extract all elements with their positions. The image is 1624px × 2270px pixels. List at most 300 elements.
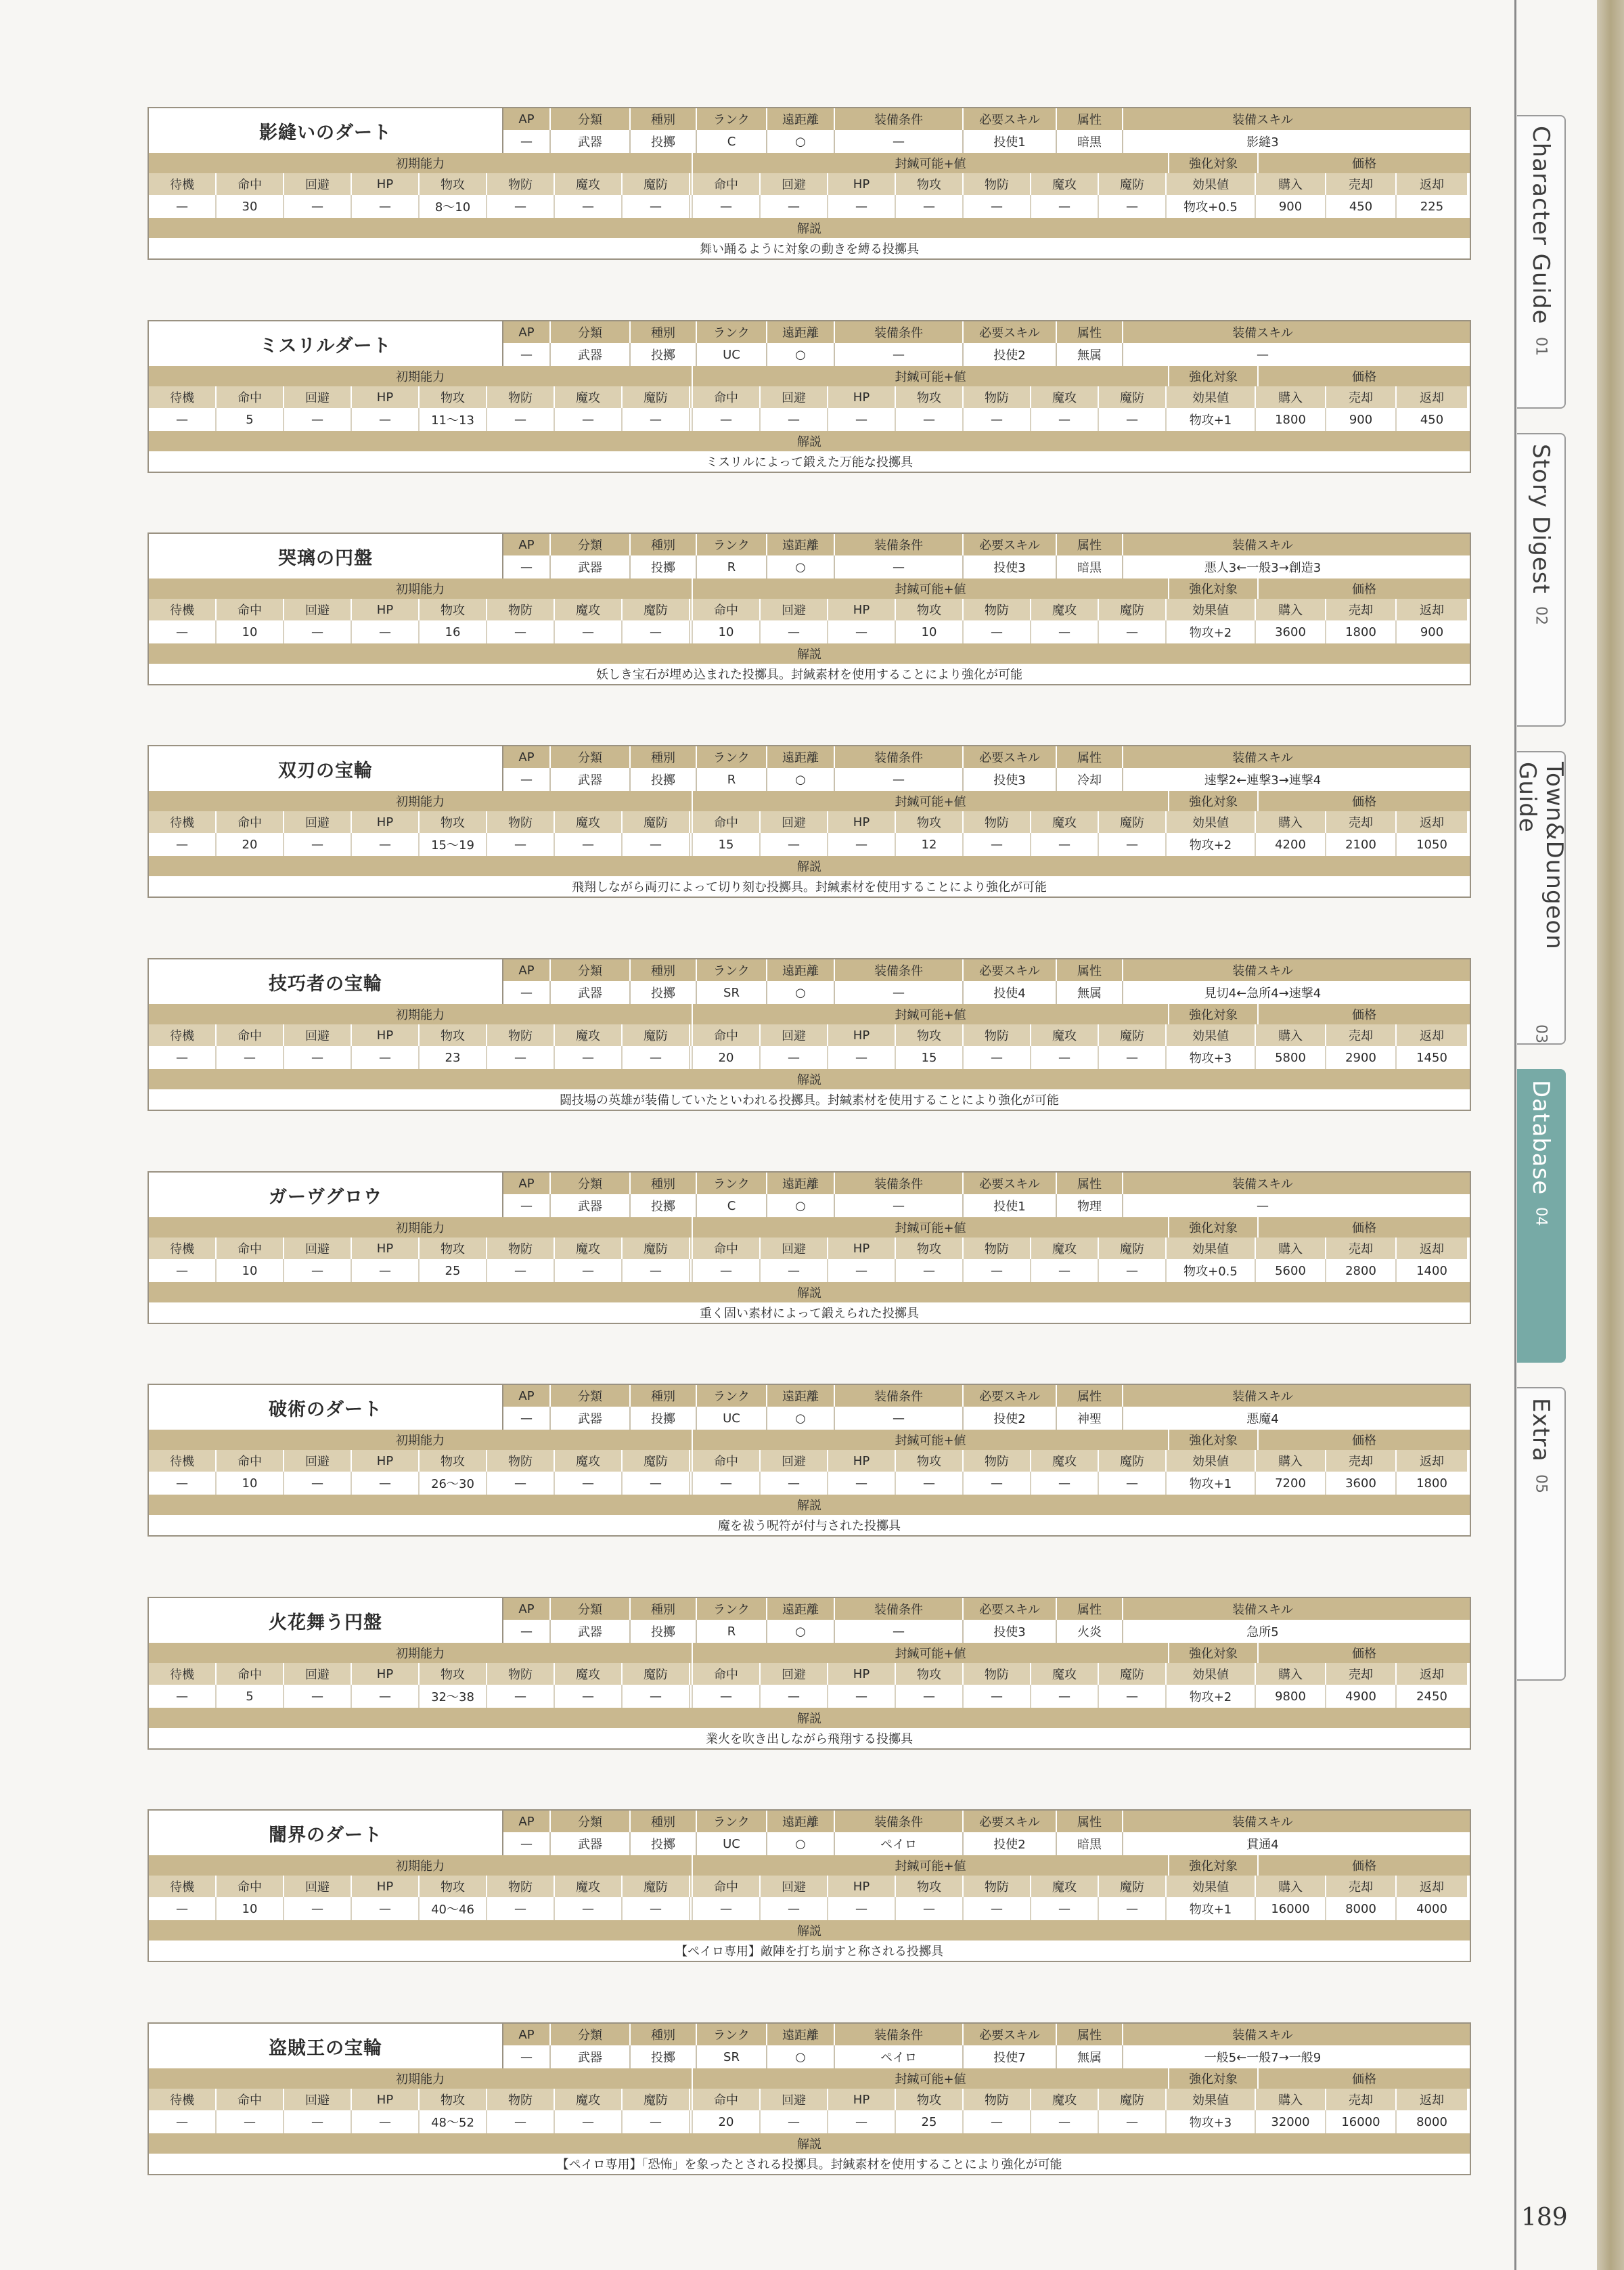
init-value: 11～13 xyxy=(420,408,487,431)
stat-header: 魔攻 xyxy=(555,1876,623,1897)
value-soubi-jouken: — xyxy=(835,1620,964,1643)
stat-header: 魔攻 xyxy=(555,1450,623,1472)
tab-town-dungeon-guide[interactable] xyxy=(1514,751,1568,1045)
init-value: — xyxy=(487,833,555,856)
seal-stat-header: HP xyxy=(828,173,896,195)
value-ap: — xyxy=(503,1832,551,1855)
stat-header: 魔攻 xyxy=(555,1024,623,1046)
header-ap: AP xyxy=(503,1385,551,1407)
init-value: 32～38 xyxy=(420,1685,487,1708)
price-value: 2900 xyxy=(1326,1046,1397,1069)
seal-stat-header: 物攻 xyxy=(896,1663,964,1685)
stat-header-row xyxy=(149,2089,1470,2110)
tab-story-digest[interactable] xyxy=(1517,433,1566,727)
price-value: 1800 xyxy=(1416,1476,1447,1491)
init-value: — xyxy=(352,1046,420,1069)
seal-stat-header: HP xyxy=(828,1876,896,1897)
stat-header: HP xyxy=(352,811,420,833)
seal-value: — xyxy=(1099,833,1167,856)
seal-stat-header: HP xyxy=(828,1450,896,1472)
header-hitsuyou-skill: 必要スキル xyxy=(964,1173,1057,1194)
header-seal: 封緘可能+値 xyxy=(693,578,1169,599)
stat-header: 物攻 xyxy=(420,1024,487,1046)
init-value: — xyxy=(487,1685,555,1708)
value-soubi-skill: 貫通4 xyxy=(1246,1838,1279,1852)
description-header: 解説 xyxy=(149,1282,1470,1302)
init-value: — xyxy=(623,1046,690,1069)
header-shubetsu: 種別 xyxy=(631,959,697,981)
seal-stat-header: 回避 xyxy=(761,811,828,833)
init-value: — xyxy=(555,1897,623,1920)
header-kyouka: 強化対象 xyxy=(1169,578,1259,599)
header-zokusei: 属性 xyxy=(1057,1173,1123,1194)
value-hitsuyou-skill: 投使1 xyxy=(964,1194,1057,1217)
seal-value: — xyxy=(693,195,761,218)
init-value: — xyxy=(487,408,555,431)
value-soubi-skill: — xyxy=(1257,347,1269,362)
header-zokusei: 属性 xyxy=(1057,108,1123,130)
price-value: 4900 xyxy=(1326,1685,1397,1708)
description-header: 解説 xyxy=(149,1708,1470,1728)
price-header: 売却 xyxy=(1326,1663,1397,1685)
stat-header: 魔防 xyxy=(623,1450,690,1472)
value-soubi-skill: 速撃2←連撃3→連撃4 xyxy=(1204,773,1322,788)
seal-value: 20 xyxy=(693,2110,761,2133)
price-value: 450 xyxy=(1420,412,1444,427)
init-value: — xyxy=(555,1472,623,1495)
seal-stat-header: 物攻 xyxy=(896,1238,964,1259)
stat-header-row xyxy=(149,386,1470,408)
seal-value: — xyxy=(964,408,1031,431)
value-bunrui: 武器 xyxy=(551,555,631,578)
item-name: 哭璃の円盤 xyxy=(149,534,503,578)
header-shubetsu: 種別 xyxy=(631,746,697,768)
init-value: — xyxy=(149,1046,217,1069)
init-value: 5 xyxy=(217,1685,284,1708)
header-init: 初期能力 xyxy=(149,153,693,173)
init-value: — xyxy=(284,408,352,431)
seal-value: 12 xyxy=(896,833,964,856)
stat-header: 回避 xyxy=(284,1450,352,1472)
value-hitsuyou-skill: 投使2 xyxy=(964,1407,1057,1430)
header-rank: ランク xyxy=(697,1811,767,1832)
stat-header: 魔防 xyxy=(623,811,690,833)
seal-stat-header: 回避 xyxy=(761,386,828,408)
seal-value: — xyxy=(1031,2110,1099,2133)
value-rank: UC xyxy=(697,1832,767,1855)
seal-stat-header: 魔防 xyxy=(1099,386,1167,408)
seal-value: — xyxy=(896,1472,964,1495)
spec-header-row xyxy=(503,321,1470,343)
seal-value: — xyxy=(761,2110,828,2133)
tab-number: 04 xyxy=(1532,1207,1550,1227)
value-ap: — xyxy=(503,1407,551,1430)
value-enkyori: ○ xyxy=(767,2045,835,2068)
value-rank: UC xyxy=(697,343,767,366)
spec-value-row xyxy=(503,130,1470,153)
seal-value: — xyxy=(964,1897,1031,1920)
init-value: — xyxy=(487,2110,555,2133)
seal-stat-header: HP xyxy=(828,2089,896,2110)
header-kakaku: 価格 xyxy=(1259,578,1470,599)
header-soubi-jouken: 装備条件 xyxy=(835,1811,964,1832)
spec-header-row xyxy=(503,534,1470,555)
header-kakaku: 価格 xyxy=(1259,2068,1470,2089)
stat-header: 回避 xyxy=(284,173,352,195)
seal-stat-header: 命中 xyxy=(693,1450,761,1472)
value-soubi-jouken: — xyxy=(835,1407,964,1430)
seal-value: — xyxy=(964,620,1031,643)
header-rank: ランク xyxy=(697,746,767,768)
init-value: — xyxy=(487,1472,555,1495)
stat-header: 魔攻 xyxy=(555,811,623,833)
header-hitsuyou-skill: 必要スキル xyxy=(964,534,1057,555)
description-text: 闘技場の英雄が装備していたといわれる投擲具。封緘素材を使用することにより強化が可能 xyxy=(149,1089,1470,1110)
item-block xyxy=(148,1809,1471,1962)
header-soubi-jouken: 装備条件 xyxy=(835,1385,964,1407)
seal-stat-header: 魔攻 xyxy=(1031,386,1099,408)
init-value: — xyxy=(623,195,690,218)
value-bunrui: 武器 xyxy=(551,2045,631,2068)
stat-header: 物防 xyxy=(487,1238,555,1259)
header-bunrui: 分類 xyxy=(551,1385,631,1407)
value-shubetsu: 投擲 xyxy=(631,555,697,578)
stat-header: 物攻 xyxy=(420,1238,487,1259)
kyouka-value: 物攻+1 xyxy=(1167,1897,1256,1920)
init-value: — xyxy=(149,408,217,431)
header-zokusei: 属性 xyxy=(1057,534,1123,555)
header-hitsuyou-skill: 必要スキル xyxy=(964,2024,1057,2045)
stat-header: 物攻 xyxy=(420,173,487,195)
seal-stat-header: 魔防 xyxy=(1099,1024,1167,1046)
header-ap: AP xyxy=(503,321,551,343)
init-value: — xyxy=(487,195,555,218)
item-name: ミスリルダート xyxy=(149,321,503,366)
item-name: 破術のダート xyxy=(149,1385,503,1430)
tab-character-guide[interactable] xyxy=(1517,115,1566,409)
header-kakaku: 価格 xyxy=(1259,1217,1470,1238)
header-zokusei: 属性 xyxy=(1057,1598,1123,1620)
seal-value: — xyxy=(761,408,828,431)
price-header: 売却 xyxy=(1326,1024,1397,1046)
value-ap: — xyxy=(503,130,551,153)
seal-value: — xyxy=(761,1259,828,1282)
kyouka-value: 物攻+1 xyxy=(1167,408,1256,431)
header-soubi-skill: 装備スキル xyxy=(1232,1390,1293,1404)
price-header: 購入 xyxy=(1256,2089,1326,2110)
value-soubi-skill: 悪人3←一般3→創造3 xyxy=(1204,561,1322,575)
header-init: 初期能力 xyxy=(149,578,693,599)
tab-label: Story Digest xyxy=(1527,444,1554,594)
spec-header-row xyxy=(503,1811,1470,1832)
stat-header: 物防 xyxy=(487,173,555,195)
seal-stat-header: 魔防 xyxy=(1099,1876,1167,1897)
stat-header: 魔攻 xyxy=(555,2089,623,2110)
price-header: 返却 xyxy=(1397,811,1467,833)
stat-header: 物攻 xyxy=(420,1663,487,1685)
price-value: 3600 xyxy=(1326,1472,1397,1495)
value-shubetsu: 投擲 xyxy=(631,768,697,791)
seal-stat-header: 命中 xyxy=(693,1663,761,1685)
header-rank: ランク xyxy=(697,321,767,343)
stat-header: 魔防 xyxy=(623,1024,690,1046)
header-kyouka: 強化対象 xyxy=(1169,1430,1259,1450)
header-rank: ランク xyxy=(697,108,767,130)
section-header-row xyxy=(149,1643,1470,1663)
price-header: 売却 xyxy=(1326,386,1397,408)
stat-value-row xyxy=(149,195,1470,218)
item-block xyxy=(148,2022,1471,2175)
price-value: 1400 xyxy=(1416,1263,1447,1278)
header-seal: 封緘可能+値 xyxy=(693,1643,1169,1663)
price-value: 5800 xyxy=(1256,1046,1326,1069)
description-text: 妖しき宝石が埋め込まれた投擲具。封緘素材を使用することにより強化が可能 xyxy=(149,664,1470,684)
header-kyouka: 強化対象 xyxy=(1169,1004,1259,1024)
value-soubi-jouken: — xyxy=(835,1194,964,1217)
stat-header: 物攻 xyxy=(420,599,487,620)
tab-label: Database xyxy=(1527,1080,1554,1196)
stat-header: 命中 xyxy=(217,2089,284,2110)
value-soubi-jouken: — xyxy=(835,130,964,153)
seal-stat-header: 物防 xyxy=(964,1876,1031,1897)
price-value: 16000 xyxy=(1326,2110,1397,2133)
seal-value: — xyxy=(896,1685,964,1708)
tab-database[interactable] xyxy=(1517,1069,1566,1363)
seal-value: — xyxy=(1099,1897,1167,1920)
stat-header: 魔防 xyxy=(623,599,690,620)
header-zokusei: 属性 xyxy=(1057,1385,1123,1407)
init-value: — xyxy=(284,620,352,643)
price-header: 購入 xyxy=(1256,1024,1326,1046)
header-bunrui: 分類 xyxy=(551,1811,631,1832)
value-shubetsu: 投擲 xyxy=(631,1832,697,1855)
value-zokusei: 神聖 xyxy=(1057,1407,1123,1430)
stat-header: 回避 xyxy=(284,1024,352,1046)
seal-value: — xyxy=(693,408,761,431)
init-value: — xyxy=(352,195,420,218)
seal-value: — xyxy=(761,1046,828,1069)
price-value: 7200 xyxy=(1256,1472,1326,1495)
header-ap: AP xyxy=(503,746,551,768)
value-bunrui: 武器 xyxy=(551,1194,631,1217)
seal-value: — xyxy=(1031,408,1099,431)
seal-value: — xyxy=(1031,1685,1099,1708)
header-bunrui: 分類 xyxy=(551,746,631,768)
value-hitsuyou-skill: 投使2 xyxy=(964,1832,1057,1855)
value-rank: C xyxy=(697,1194,767,1217)
stat-header-row xyxy=(149,811,1470,833)
value-enkyori: ○ xyxy=(767,981,835,1004)
header-kyouka: 強化対象 xyxy=(1169,791,1259,811)
init-value: — xyxy=(352,833,420,856)
header-kouka: 効果値 xyxy=(1167,811,1256,833)
seal-stat-header: 回避 xyxy=(761,1450,828,1472)
stat-header: 魔防 xyxy=(623,386,690,408)
item-block xyxy=(148,1384,1471,1537)
header-kouka: 効果値 xyxy=(1167,386,1256,408)
header-kyouka: 強化対象 xyxy=(1169,1643,1259,1663)
price-header: 返却 xyxy=(1397,1450,1467,1472)
tab-extra[interactable] xyxy=(1517,1387,1566,1681)
price-value: 1450 xyxy=(1416,1050,1447,1065)
spec-value-row xyxy=(503,1620,1470,1643)
header-hitsuyou-skill: 必要スキル xyxy=(964,321,1057,343)
value-zokusei: 無属 xyxy=(1057,2045,1123,2068)
header-ap: AP xyxy=(503,959,551,981)
header-shubetsu: 種別 xyxy=(631,1811,697,1832)
seal-value: — xyxy=(828,408,896,431)
description-header: 解説 xyxy=(149,2133,1470,2154)
value-bunrui: 武器 xyxy=(551,1832,631,1855)
description-text: 魔を祓う呪符が付与された投擲具 xyxy=(149,1515,1470,1535)
value-zokusei: 暗黒 xyxy=(1057,1832,1123,1855)
stat-header: 物防 xyxy=(487,1450,555,1472)
seal-stat-header: 命中 xyxy=(693,386,761,408)
header-shubetsu: 種別 xyxy=(631,108,697,130)
stat-header: 魔攻 xyxy=(555,173,623,195)
price-value: 450 xyxy=(1326,195,1397,218)
init-value: — xyxy=(149,833,217,856)
seal-stat-header: 物攻 xyxy=(896,599,964,620)
seal-stat-header: 物攻 xyxy=(896,811,964,833)
kyouka-value: 物攻+2 xyxy=(1167,833,1256,856)
seal-value: — xyxy=(1031,1472,1099,1495)
init-value: 10 xyxy=(217,1897,284,1920)
header-kakaku: 価格 xyxy=(1259,791,1470,811)
price-header: 売却 xyxy=(1326,173,1397,195)
price-header: 返却 xyxy=(1397,1663,1467,1685)
init-value: 30 xyxy=(217,195,284,218)
seal-stat-header: 物攻 xyxy=(896,386,964,408)
description-text: 業火を吹き出しながら飛翔する投擲具 xyxy=(149,1728,1470,1748)
stat-header: 魔攻 xyxy=(555,386,623,408)
description-text: 舞い踊るように対象の動きを縛る投擲具 xyxy=(149,238,1470,258)
header-kakaku: 価格 xyxy=(1259,1855,1470,1876)
init-value: — xyxy=(555,408,623,431)
price-value: 32000 xyxy=(1256,2110,1326,2133)
page-number: 189 xyxy=(1521,2204,1568,2231)
header-rank: ランク xyxy=(697,959,767,981)
init-value: — xyxy=(352,620,420,643)
header-soubi-jouken: 装備条件 xyxy=(835,959,964,981)
init-value: 20 xyxy=(217,833,284,856)
value-soubi-jouken: ペイロ xyxy=(835,2045,964,2068)
header-soubi-jouken: 装備条件 xyxy=(835,746,964,768)
stat-header: 魔防 xyxy=(623,173,690,195)
seal-value: — xyxy=(964,833,1031,856)
header-soubi-skill: 装備スキル xyxy=(1232,2028,1293,2043)
value-hitsuyou-skill: 投使4 xyxy=(964,981,1057,1004)
seal-value: — xyxy=(828,1897,896,1920)
price-header: 売却 xyxy=(1326,811,1397,833)
header-bunrui: 分類 xyxy=(551,321,631,343)
header-kyouka: 強化対象 xyxy=(1169,2068,1259,2089)
stat-header: HP xyxy=(352,1450,420,1472)
header-enkyori: 遠距離 xyxy=(767,321,835,343)
spec-value-row xyxy=(503,343,1470,366)
kyouka-value: 物攻+3 xyxy=(1167,1046,1256,1069)
header-soubi-jouken: 装備条件 xyxy=(835,108,964,130)
tab-label: Character Guide xyxy=(1527,126,1554,325)
seal-stat-header: 物防 xyxy=(964,173,1031,195)
value-ap: — xyxy=(503,555,551,578)
header-kouka: 効果値 xyxy=(1167,173,1256,195)
price-header: 購入 xyxy=(1256,811,1326,833)
header-kakaku: 価格 xyxy=(1259,1643,1470,1663)
header-soubi-skill: 装備スキル xyxy=(1232,326,1293,340)
stat-value-row xyxy=(149,620,1470,643)
init-value: 25 xyxy=(420,1259,487,1282)
stat-header: 待機 xyxy=(149,173,217,195)
header-zokusei: 属性 xyxy=(1057,2024,1123,2045)
init-value: — xyxy=(555,833,623,856)
header-hitsuyou-skill: 必要スキル xyxy=(964,1811,1057,1832)
seal-stat-header: HP xyxy=(828,1663,896,1685)
value-ap: — xyxy=(503,1194,551,1217)
item-block xyxy=(148,1171,1471,1324)
value-bunrui: 武器 xyxy=(551,1407,631,1430)
stat-header: 物攻 xyxy=(420,811,487,833)
init-value: 26～30 xyxy=(420,1472,487,1495)
header-soubi-jouken: 装備条件 xyxy=(835,321,964,343)
seal-stat-header: 物攻 xyxy=(896,1876,964,1897)
item-name: 盗賊王の宝輪 xyxy=(149,2024,503,2068)
seal-stat-header: 魔攻 xyxy=(1031,599,1099,620)
init-value: — xyxy=(352,1685,420,1708)
seal-value: 15 xyxy=(896,1046,964,1069)
header-bunrui: 分類 xyxy=(551,959,631,981)
header-zokusei: 属性 xyxy=(1057,1811,1123,1832)
stat-header: 待機 xyxy=(149,386,217,408)
seal-value: — xyxy=(693,1472,761,1495)
header-kakaku: 価格 xyxy=(1259,1004,1470,1024)
price-value: 8000 xyxy=(1416,2114,1447,2129)
seal-stat-header: 命中 xyxy=(693,811,761,833)
description-header: 解説 xyxy=(149,1920,1470,1940)
seal-stat-header: 魔攻 xyxy=(1031,1238,1099,1259)
header-seal: 封緘可能+値 xyxy=(693,153,1169,173)
value-soubi-skill: 急所5 xyxy=(1246,1625,1279,1639)
seal-value: — xyxy=(1031,195,1099,218)
seal-stat-header: 命中 xyxy=(693,2089,761,2110)
price-header: 返却 xyxy=(1397,2089,1467,2110)
section-header-row xyxy=(149,1004,1470,1024)
header-zokusei: 属性 xyxy=(1057,959,1123,981)
value-hitsuyou-skill: 投使3 xyxy=(964,1620,1057,1643)
seal-value: — xyxy=(761,195,828,218)
value-bunrui: 武器 xyxy=(551,768,631,791)
init-value: — xyxy=(623,1897,690,1920)
stat-header: 待機 xyxy=(149,1450,217,1472)
seal-value: — xyxy=(828,1259,896,1282)
spec-value-row xyxy=(503,2045,1470,2068)
header-seal: 封緘可能+値 xyxy=(693,2068,1169,2089)
header-ap: AP xyxy=(503,108,551,130)
value-ap: — xyxy=(503,1620,551,1643)
header-shubetsu: 種別 xyxy=(631,1173,697,1194)
init-value: — xyxy=(555,1685,623,1708)
value-rank: C xyxy=(697,130,767,153)
seal-value: — xyxy=(761,1897,828,1920)
init-value: 16 xyxy=(420,620,487,643)
page-edge xyxy=(1597,0,1624,2270)
init-value: — xyxy=(284,1046,352,1069)
seal-value: — xyxy=(1099,1046,1167,1069)
tab-divider xyxy=(1514,0,1516,2270)
stat-header: HP xyxy=(352,386,420,408)
stat-header: HP xyxy=(352,1663,420,1685)
spec-value-row xyxy=(503,1832,1470,1855)
